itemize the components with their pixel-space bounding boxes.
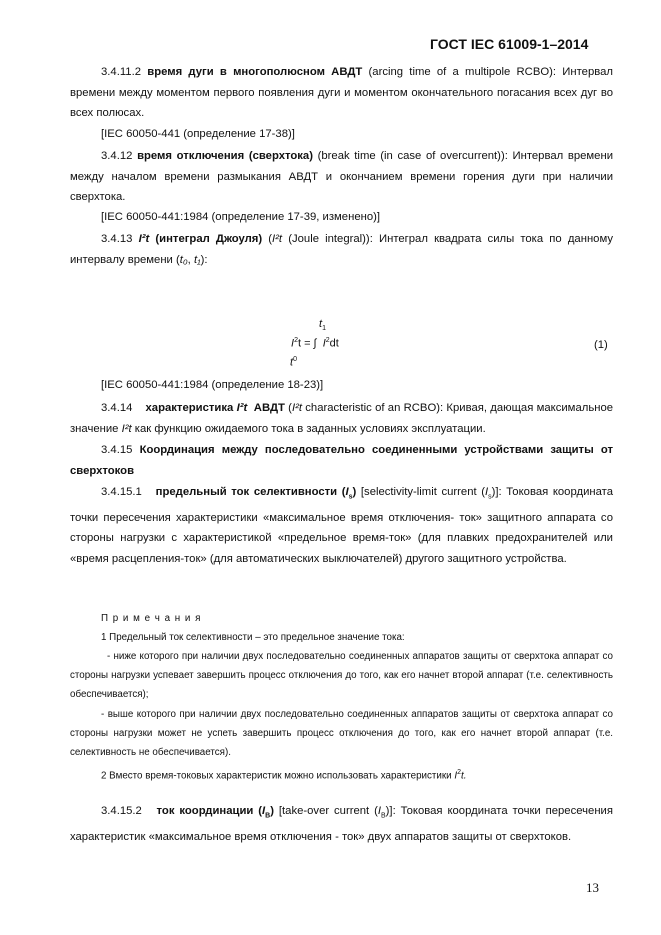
- formula-lhs: t = ∫: [297, 337, 317, 350]
- definition: (arcing time of a multipole RCBO): Интервал времени между моментом первого появления дуги и моментом окончательного погасания всех дуг во всех полюсах.: [70, 66, 613, 119]
- clause-number: 3.4.11.2: [101, 66, 141, 78]
- term: предельный ток селективности $(I_s)$: [155, 486, 357, 501]
- term: время дуги в многополюсном АВДТ: [147, 66, 363, 78]
- note-1-text: 1 Предельный ток селективности – это предельное значение тока:: [101, 632, 405, 643]
- paragraph-3-4-15-1: [70, 482, 613, 569]
- formula-upper-sub: 1: [322, 325, 326, 333]
- paragraph-3-4-14: [70, 398, 613, 439]
- term: характеристика: [145, 402, 234, 414]
- symbol-is: I: [485, 486, 489, 498]
- symbol-i2t: I²t: [272, 233, 283, 245]
- clause-number: 3.4.15.1: [101, 486, 142, 498]
- symbol-ib: I: [262, 805, 266, 817]
- paragraph-3-4-13: 3.4.13 I²t (интеграл Джоуля) (I²t (Joule integral)): Интеграл квадрата силы тока по данному интервалу времени (t₀, t₁):: [70, 233, 614, 266]
- definition: (break time (in case of overcurrent)): Интервал времени между началом времени размыкания АВДТ и окончанием времени горения дуги при наличии сверхтока.: [70, 150, 614, 203]
- paragraph-3-4-15: [70, 440, 613, 481]
- symbol-is-sub: s: [488, 493, 492, 501]
- term: ток координации $(I_B)$: [156, 805, 274, 820]
- note-2-symbol: t.: [460, 770, 467, 782]
- note-2-text: 2 Вместо время-токовых характеристик можно использовать характеристики: [101, 770, 455, 782]
- formula-rhs: dt: [329, 337, 339, 350]
- symbol-i2t: I²t: [236, 402, 248, 414]
- clause-number: 3.4.12: [101, 150, 133, 162]
- note-2: 2 Вместо время-токовых характеристик можно использовать характеристики $I^2t$.: [101, 769, 467, 782]
- clause-number: 3.4.15: [101, 444, 133, 456]
- symbol-i2t: I²t: [291, 402, 302, 414]
- symbol-ib-sub: B: [265, 812, 271, 820]
- symbol-t0: t₀: [179, 253, 188, 266]
- reference: [70, 124, 613, 145]
- notes-title-text: П р и м е ч а н и я: [101, 613, 202, 624]
- page-number: 13: [586, 880, 599, 895]
- definition-part: characteristic of an RCBO): Кривая, дающая максимальное значение: [70, 402, 614, 435]
- note-1a-text: - ниже которого при наличии двух последовательно соединенных аппаратов защиты от сверхтока аппарат со стороны нагрузки успевает завершить процесс отключения до того, как его начнет второй аппарат (т.е. селективность обеспечивается);: [70, 651, 613, 700]
- reference-text: [IEC 60050-441 (определение 17-38)]: [101, 128, 295, 140]
- reference-text: [IEC 60050-441:1984 (определение 17-39, изменено)]: [101, 211, 381, 223]
- clause-number: 3.4.13: [101, 233, 133, 245]
- paragraph-3-4-12: [70, 146, 613, 208]
- symbol-ib-sub: B: [381, 812, 386, 820]
- definition-part: )]: Токовая координата точки пересечения характеристики «максимальное время отключения- ток» защитного аппарата со стороны нагрузки с характеристикой «предельное время-ток» (для плавких предохранителей или «время расцепления-ток» (для автоматических выключателей) другого защитного устройства.: [70, 486, 613, 565]
- paragraph-3-4-11-2: [70, 62, 613, 124]
- definition-part: (: [262, 233, 273, 245]
- notes-title: [70, 609, 613, 628]
- reference-text: [IEC 60050-441:1984 (определение 18-23)]: [101, 379, 324, 391]
- symbol-t1: t₁: [193, 253, 201, 266]
- formula-lower-limit: t: [290, 356, 294, 369]
- term: (интеграл Джоуля): [155, 233, 263, 245]
- formula-lower-sup: 0: [293, 356, 297, 363]
- clause-number: 3.4.15.2: [101, 805, 142, 817]
- term: Координация между последовательно соединенными устройствами защиты от сверхтоков: [70, 444, 614, 477]
- term: время отключения (сверхтока): [137, 150, 313, 162]
- term-part: АВДТ: [253, 402, 285, 414]
- document-code: ГОСТ IEC 61009-1–2014: [430, 36, 589, 52]
- symbol-i2t: I²t: [121, 422, 132, 435]
- symbol-is: I: [345, 486, 349, 498]
- equation-number: (1): [594, 339, 608, 351]
- symbol-ib: I: [377, 805, 381, 817]
- note-1b-text: - выше которого при наличии двух последовательно соединенных аппаратов защиты от сверхтока аппарат со стороны нагрузки может не успеть завершить процесс отключения до того, как его начнет второй аппарат (т.е. селективность не обеспечивается).: [70, 709, 613, 758]
- definition-part: )]: Токовая координата точки пересечения характеристик «максимальное время отключения - ток» двух аппаратов защиты от сверхтоков.: [70, 805, 613, 843]
- definition-part: (Joule integral)): Интеграл квадрата силы тока по данному интервалу времени (: [70, 233, 614, 266]
- definition-part: как функцию ожидаемого тока в заданных условиях эксплуатации.: [131, 422, 486, 435]
- definition-part: (: [284, 402, 292, 414]
- note-1b: [70, 705, 613, 762]
- term-text: ток координации (: [156, 805, 263, 817]
- paragraph-3-4-15-2: [70, 801, 613, 847]
- symbol-is-sub: s: [348, 493, 353, 501]
- note-1a: [70, 647, 613, 704]
- formula-upper-limit: t: [319, 318, 323, 330]
- reference: [70, 207, 613, 228]
- term-text: предельный ток селективности (: [155, 486, 346, 498]
- clause-number: 3.4.14: [101, 402, 133, 414]
- symbol-i2t: I²t: [138, 233, 150, 245]
- note-1: [70, 628, 613, 647]
- definition-part: [selectivity-limit current (: [356, 486, 485, 498]
- definition-part: ):: [200, 253, 208, 266]
- reference: [70, 375, 613, 396]
- definition-part: [take-over current (: [274, 805, 378, 817]
